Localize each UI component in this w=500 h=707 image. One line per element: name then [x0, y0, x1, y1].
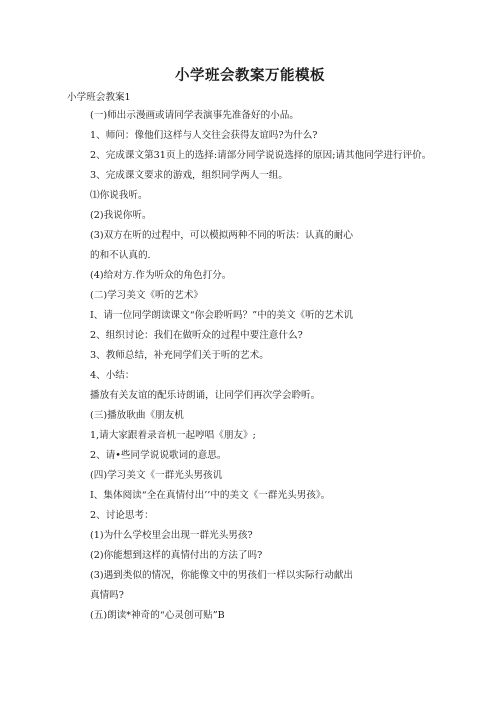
text-line: 2、讨论思考：: [90, 510, 154, 521]
text-line: 1、师问：像他们这样与人交往会获得友谊吗?为什么?: [90, 130, 318, 141]
text-line: I、集体阅读“全在真情付出’’中的美文《一群光头男孩》。: [90, 490, 331, 501]
text-line: 3、教师总结，补充同学们关于听的艺术。: [90, 350, 269, 361]
text-line: 3、完成课文要求的游戏，组织同学两人一组。: [90, 170, 288, 181]
text-line: (2)你能想到这样的真情付出的方法了吗?: [90, 550, 263, 561]
document-subtitle: 小学班会教案1: [67, 92, 131, 103]
text-line: 播放有关友谊的配乐诗朗诵，让同学们再次学会聆听。: [90, 390, 321, 401]
text-line: I、请一位同学朗读课文“你会聆听吗？”中的美文《听的艺术讥: [90, 310, 354, 321]
text-line: (五)朗读*神奇的“心灵创可贴”B: [90, 610, 225, 621]
text-line: 2、请•些同学说说歌词的意思。: [90, 450, 227, 461]
text-line: (2)我说你听。: [90, 210, 152, 221]
text-line: 2、组织讨论：我们在做听众的过程中要注意什么?: [90, 330, 303, 341]
text-line: 2、完成课文第31页上的选择:请部分同学说说选择的原因;请其他同学进行评价。: [90, 150, 432, 161]
text-line: (4)给对方.作为听众的角色打分。: [90, 270, 232, 281]
text-line: (三)播放耿曲《朋友机: [90, 410, 184, 421]
document-title: 小学班会教案万能模板: [175, 68, 325, 84]
text-line: (1)为什么学校里会出现一群光头男孩?: [90, 530, 253, 541]
text-line: 4、小结：: [90, 370, 135, 381]
text-line: (3)双方在听的过程中，可以模拟两种不同的听法：认真的耐心: [90, 230, 354, 241]
text-line: (四)学习美文《一群光头男孩讥: [90, 470, 223, 481]
text-line: (3)遇到类似的情况，你能像文中的男孩们一样以实际行动献出: [90, 570, 354, 581]
text-line: ⑴你说我听。: [90, 190, 148, 201]
text-line: 真情吗?: [90, 590, 124, 601]
text-line: (一)师出示漫画或请同学表演事先准备好的小品。: [90, 110, 299, 121]
text-line: 1,请大家跟着录音机一起哼唱《朋友》;: [90, 430, 256, 441]
text-line: 的和不认真的.: [90, 250, 151, 261]
text-line: (二)学习美文《听的艺术》: [90, 290, 204, 301]
